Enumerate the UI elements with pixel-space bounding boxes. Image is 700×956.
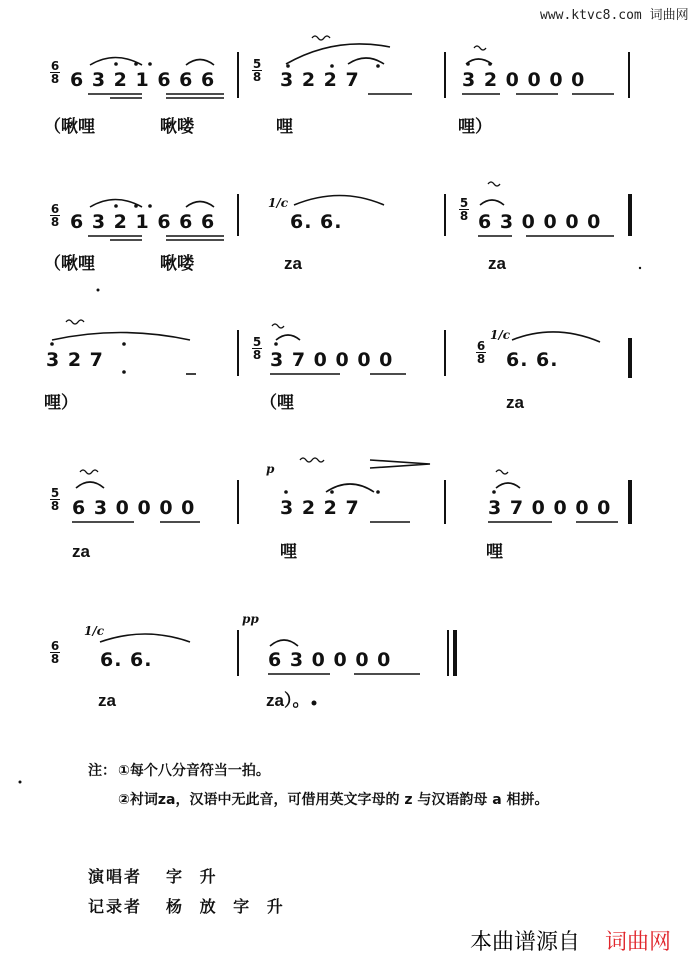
lyric: za: [98, 691, 116, 710]
time-signature-6-8: 6 8: [50, 59, 60, 86]
recorder-name: 杨 放 字 升: [166, 897, 289, 916]
measure-notes: 6. 6.: [100, 649, 153, 671]
grace-note: 1/c: [84, 624, 105, 638]
source-prefix: 本曲谱源自: [470, 930, 581, 955]
lyric: 哩）: [458, 117, 492, 137]
measure-notes: 6. 6.: [506, 349, 559, 371]
lyric: za: [284, 254, 302, 273]
measure-notes: 6 3 0 0 0 0: [72, 497, 196, 519]
measure-notes: 3 2 0 0 0 0: [462, 69, 586, 91]
dynamic-p: p: [266, 462, 275, 476]
time-signature-6-8: 6 8: [476, 339, 486, 366]
lyric: （啾哩: [44, 117, 95, 137]
dynamic-pp: pp: [242, 612, 259, 626]
time-signature-5-8: 5 8: [459, 196, 469, 223]
measure-notes: 3 7 0 0 0 0: [270, 349, 394, 371]
lyric: 啾喽: [160, 117, 194, 137]
lyric: （哩: [260, 393, 294, 413]
recorder-label: 记录者: [88, 897, 143, 916]
measure-notes: 6 3 0 0 0 0: [478, 211, 602, 233]
measure-notes: 6. 6.: [290, 211, 343, 233]
measure-notes: 3 2 2 7: [280, 497, 360, 519]
source-footer: [470, 925, 671, 956]
measure-notes: 6 3 2 1 6 6 6: [70, 211, 216, 233]
measure-notes: 3 2 7: [46, 349, 104, 371]
lyric: 啾喽: [160, 254, 194, 274]
measure-notes: 3 2 2 7: [280, 69, 360, 91]
time-signature-5-8: 5 8: [252, 335, 262, 362]
notes-label: 注：: [88, 763, 116, 779]
note-line-1: ①每个八分音符当一拍。: [118, 763, 270, 779]
time-signature-5-8: 5 8: [50, 486, 60, 513]
time-signature-6-8: 6 8: [50, 202, 60, 229]
lyric-text: za）。: [266, 691, 310, 710]
measure-notes: 6 3 2 1 6 6 6: [70, 69, 216, 91]
site-watermark: www.ktvc8.com 词曲网: [540, 8, 689, 23]
measure-notes: 3 7 0 0 0 0: [488, 497, 612, 519]
lyric: 哩）: [44, 393, 78, 413]
lyric: za: [506, 393, 524, 412]
lyric: （啾哩: [44, 254, 95, 274]
grace-note: 1/c: [268, 196, 289, 210]
lyric: 哩: [486, 542, 503, 562]
measure-notes: 6 3 0 0 0 0: [268, 649, 392, 671]
lyric: za: [72, 542, 90, 561]
lyric: za: [488, 254, 506, 273]
source-brand: 词曲网: [605, 930, 672, 955]
lyric: 哩: [276, 117, 293, 137]
lyric: 哩: [280, 542, 297, 562]
note-line-2: ②衬词za，汉语中无此音，可借用英文字母的 z 与汉语韵母 a 相拼。: [118, 792, 549, 808]
time-signature-5-8: 5 8: [252, 57, 262, 84]
grace-note: 1/c: [490, 328, 511, 342]
singer-name: 字 升: [166, 867, 222, 886]
time-signature-6-8: 6 8: [50, 639, 60, 666]
singer-label: 演唱者: [88, 867, 143, 886]
